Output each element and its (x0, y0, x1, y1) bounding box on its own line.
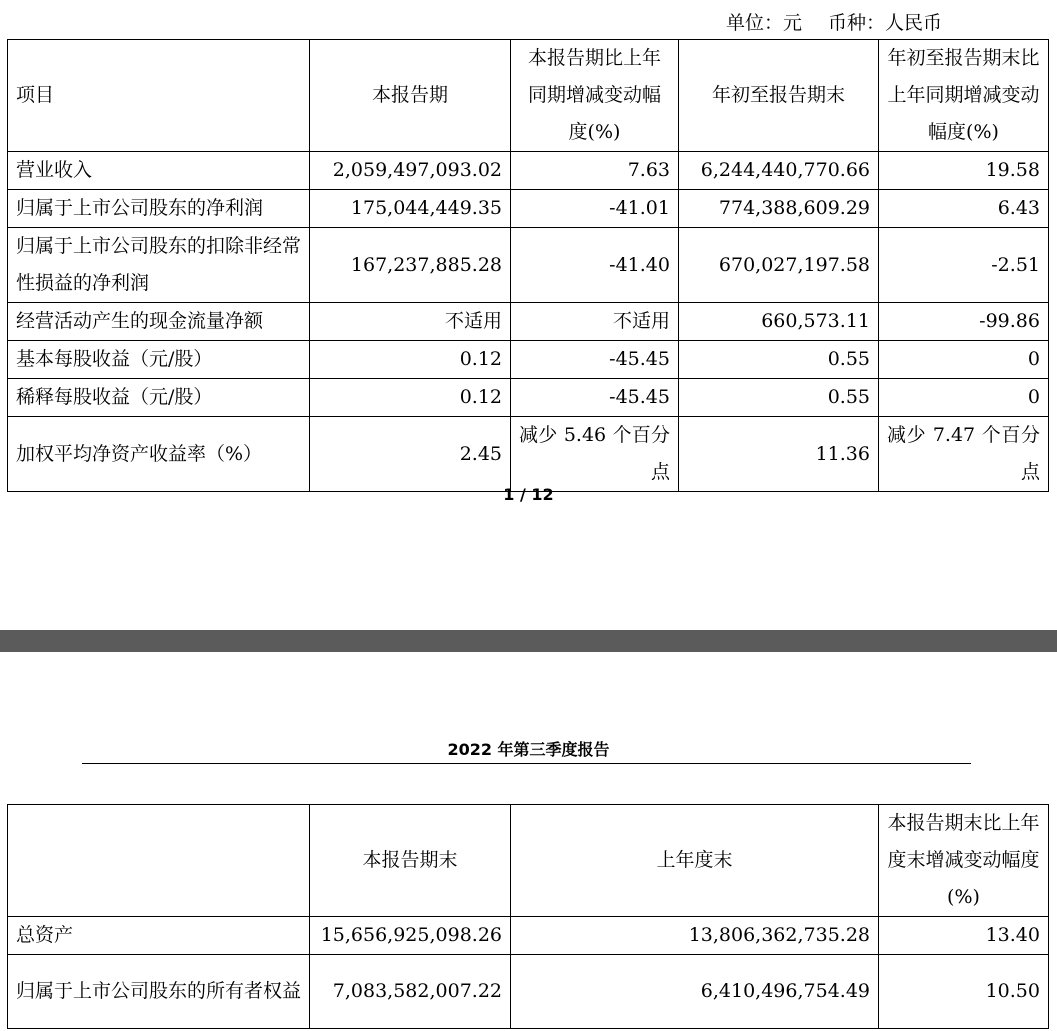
row-ytd: 6,244,440,770.66 (679, 152, 879, 190)
page-separator (0, 630, 1057, 652)
row-current: 2,059,497,093.02 (310, 152, 511, 190)
row-ytd: 0.55 (679, 341, 879, 379)
row-item: 归属于上市公司股东的扣除非经常性损益的净利润 (8, 228, 310, 303)
table-row (8, 190, 1049, 228)
row-item: 营业收入 (8, 152, 310, 190)
row-ytd: 11.36 (679, 417, 879, 492)
row-period-end: 7,083,582,007.22 (310, 955, 511, 1029)
unit-currency-line (726, 8, 942, 35)
row-ytd-change: -2.51 (879, 228, 1049, 303)
table-row (8, 228, 1049, 303)
header-ytd: 年初至报告期末 (679, 40, 879, 152)
row-prior-year-end: 13,806,362,735.28 (511, 917, 879, 955)
row-current: 175,044,449.35 (310, 190, 511, 228)
header-ytd-change: 年初至报告期末比上年同期增减变动幅度(%) (879, 40, 1049, 152)
table-row (8, 917, 1049, 955)
table-row (8, 152, 1049, 190)
balance-sheet-table (7, 804, 1049, 1029)
table-row (8, 955, 1049, 1029)
row-current-change: -45.45 (511, 379, 679, 417)
row-ytd-change: 0 (879, 341, 1049, 379)
row-change: 13.40 (879, 917, 1049, 955)
table-row (8, 379, 1049, 417)
row-item: 稀释每股收益（元/股） (8, 379, 310, 417)
table-row (8, 417, 1049, 492)
row-ytd: 670,027,197.58 (679, 228, 879, 303)
page-number: 1 / 12 (503, 485, 554, 504)
row-ytd-change: 19.58 (879, 152, 1049, 190)
header-prior-year-end: 上年度末 (511, 805, 879, 917)
unit-label: 单位：元 (726, 12, 803, 34)
row-current: 167,237,885.28 (310, 228, 511, 303)
row-current-change: -41.01 (511, 190, 679, 228)
table-header-row (8, 40, 1049, 152)
row-current: 0.12 (310, 379, 511, 417)
row-item: 总资产 (8, 917, 310, 955)
row-ytd: 774,388,609.29 (679, 190, 879, 228)
header-current-change: 本报告期比上年同期增减变动幅度(%) (511, 40, 679, 152)
row-period-end: 15,656,925,098.26 (310, 917, 511, 955)
row-ytd-change: 0 (879, 379, 1049, 417)
row-current-change: -41.40 (511, 228, 679, 303)
row-ytd-change: -99.86 (879, 303, 1049, 341)
report-title: 2022 年第三季度报告 (447, 740, 610, 759)
currency-label: 币种：人民币 (828, 12, 943, 34)
row-current-change: -45.45 (511, 341, 679, 379)
row-current: 0.12 (310, 341, 511, 379)
title-underline (82, 763, 971, 764)
table-header-row (8, 805, 1049, 917)
row-current-change: 减少 5.46 个百分点 (511, 417, 679, 492)
row-current-change: 不适用 (511, 303, 679, 341)
row-prior-year-end: 6,410,496,754.49 (511, 955, 879, 1029)
row-item: 归属于上市公司股东的所有者权益 (8, 955, 310, 1029)
row-item: 加权平均净资产收益率（%） (8, 417, 310, 492)
row-ytd-change: 减少 7.47 个百分点 (879, 417, 1049, 492)
header-period-end: 本报告期末 (310, 805, 511, 917)
header-current: 本报告期 (310, 40, 511, 152)
row-item: 归属于上市公司股东的净利润 (8, 190, 310, 228)
table-row (8, 341, 1049, 379)
table-row (8, 303, 1049, 341)
row-change: 10.50 (879, 955, 1049, 1029)
row-ytd: 0.55 (679, 379, 879, 417)
key-financials-table (7, 39, 1049, 492)
header-item: 项目 (8, 40, 310, 152)
row-current-change: 7.63 (511, 152, 679, 190)
header-item (8, 805, 310, 917)
row-item: 经营活动产生的现金流量净额 (8, 303, 310, 341)
row-ytd: 660,573.11 (679, 303, 879, 341)
row-ytd-change: 6.43 (879, 190, 1049, 228)
row-item: 基本每股收益（元/股） (8, 341, 310, 379)
header-change: 本报告期末比上年度末增减变动幅度(%) (879, 805, 1049, 917)
row-current: 2.45 (310, 417, 511, 492)
row-current: 不适用 (310, 303, 511, 341)
